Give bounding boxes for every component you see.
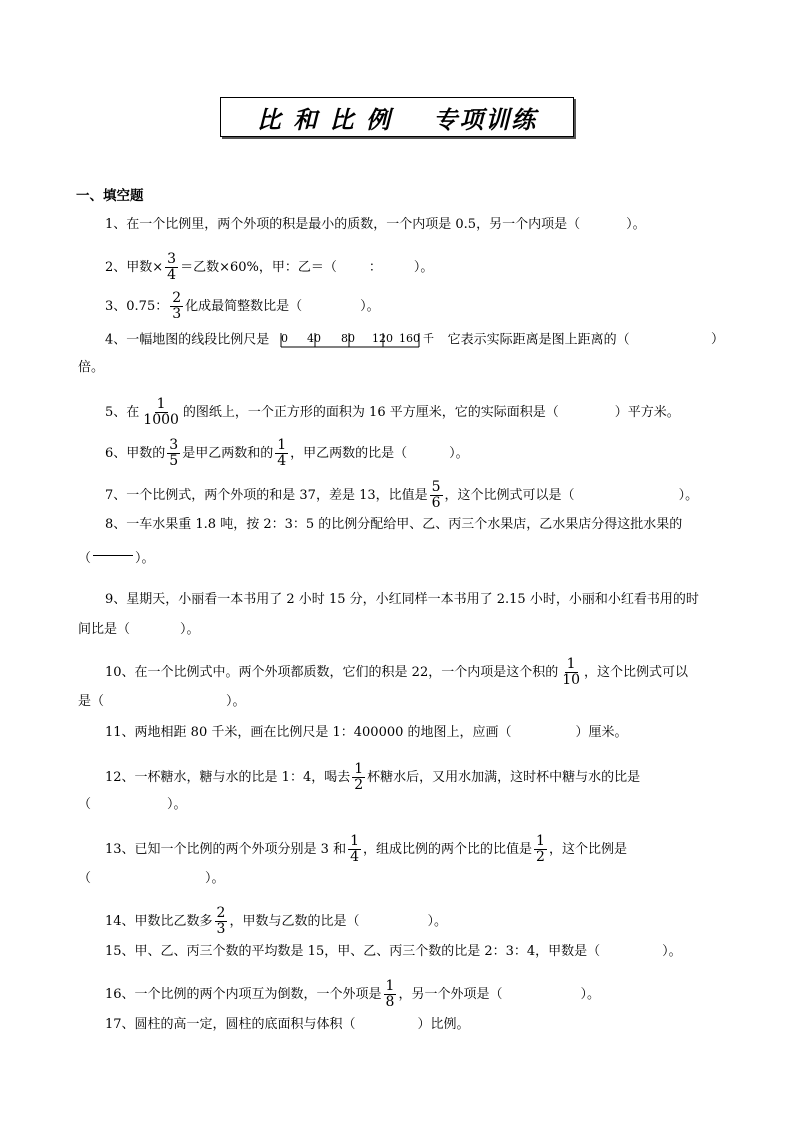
scale-label-4: 160 bbox=[399, 332, 421, 345]
question-12-cont bbox=[78, 797, 722, 813]
q7-fraction: $\frac{5}{6}$ bbox=[431, 479, 441, 511]
q13-text-c: ，这个比例是 bbox=[548, 841, 627, 857]
q6-text-b: 是甲乙两数和的 bbox=[182, 445, 274, 461]
question-6 bbox=[105, 438, 722, 469]
q15-text: 15、甲、乙、丙三个数的平均数是 15，甲、乙、丙三个数的比是 2：3：4，甲数是（ bbox=[105, 944, 601, 959]
q9-text: 9、星期天，小丽看一本书用了 2 小时 15 分，小红同样一本书用了 2.15 小时，小丽和小红看书用的时 bbox=[105, 592, 699, 607]
question-15 bbox=[105, 944, 722, 960]
q8-close: ）。 bbox=[135, 551, 155, 566]
q10-close: ）。 bbox=[226, 694, 246, 709]
q4-seg-2 bbox=[697, 332, 724, 348]
question-2 bbox=[105, 252, 722, 283]
q10-text-b: ，这个比例式可以 bbox=[584, 664, 689, 680]
question-13-cont bbox=[78, 871, 722, 887]
scale-label-0: 0 bbox=[281, 332, 289, 345]
question-8-cont bbox=[78, 551, 722, 567]
section-heading: 一、填空题 bbox=[76, 188, 144, 204]
q14-fraction: $\frac{2}{3}$ bbox=[216, 905, 226, 937]
q10-fraction: $\frac{1}{10}$ bbox=[562, 656, 581, 688]
q4-seg-1 bbox=[105, 330, 630, 350]
page-title: 比 和 比 例 专项训练 bbox=[256, 104, 538, 134]
question-4-cont bbox=[78, 360, 722, 376]
q16-text-b: ，另一个外项是（ bbox=[398, 986, 503, 1002]
q3-text-a: 3、0.75： bbox=[105, 298, 169, 314]
q12-close: ）。 bbox=[167, 797, 187, 812]
q13-text-a: 13、已知一个比例的两个外项分别是 3 和 bbox=[105, 841, 347, 857]
question-9 bbox=[105, 592, 722, 608]
q16-text-a: 16、一个比例的两个内项互为倒数，一个外项是 bbox=[105, 986, 382, 1002]
q2-text-b: ＝乙数×60%，甲：乙＝（ bbox=[180, 259, 337, 275]
q2-text-a: 2、甲数× bbox=[105, 259, 164, 275]
q13-fraction-2: $\frac{1}{2}$ bbox=[536, 833, 545, 865]
q10-text-a: 10、在一个比例式中。两个外项都质数，它们的积是 22，一个内项是这个积的 bbox=[105, 664, 559, 680]
q12-open: （ bbox=[78, 797, 92, 812]
q13-text-b: ，组成比例的两个比的比值是 bbox=[363, 841, 533, 857]
q16-fraction: $\frac{1}{8}$ bbox=[385, 978, 395, 1010]
q5-text-a: 5、在 bbox=[105, 404, 140, 420]
question-4 bbox=[105, 330, 724, 350]
q9-close: ）。 bbox=[180, 622, 200, 637]
question-10-cont bbox=[78, 694, 722, 710]
q3-text-b: 化成最简整数比是（ bbox=[185, 298, 303, 314]
q6-text-a: 6、甲数的 bbox=[105, 445, 166, 461]
q13-fraction-1: $\frac{1}{4}$ bbox=[350, 833, 359, 865]
line-scale bbox=[279, 330, 437, 350]
q8-text: 8、一车水果重 1.8 吨，按 2：3：5 的比例分配给甲、乙、丙三个水果店，乙水果店分得这批水果的 bbox=[105, 517, 683, 532]
q10-cont: 是（ bbox=[78, 694, 105, 709]
q17-text: 17、圆柱的高一定，圆柱的底面积与体积（ bbox=[105, 1017, 356, 1032]
q6-fraction-2: $\frac{1}{4}$ bbox=[277, 437, 287, 469]
question-12 bbox=[105, 762, 722, 793]
q13-close: ）。 bbox=[205, 871, 225, 886]
q6-text-c: ，甲乙两数的比是（ bbox=[290, 445, 408, 461]
q14-text-b: ，甲数与乙数的比是（ bbox=[229, 913, 360, 929]
question-10 bbox=[105, 657, 722, 688]
q5-close: ）平方米。 bbox=[614, 404, 680, 420]
q8-blank[interactable] bbox=[93, 555, 133, 556]
q1-close: ）。 bbox=[626, 217, 646, 232]
q4-close: ） bbox=[710, 332, 724, 347]
question-16 bbox=[105, 979, 722, 1010]
q17-close: ）比例。 bbox=[417, 1017, 470, 1032]
q4-text-b: 它表示实际距离是图上距离的（ bbox=[447, 332, 630, 348]
q11-text: 11、两地相距 80 千米，画在比例尺是 1：400000 的地图上，应画（ bbox=[105, 725, 512, 740]
q11-close: ）厘米。 bbox=[575, 725, 628, 740]
scale-label-1: 40 bbox=[307, 332, 322, 345]
q7-close: ）。 bbox=[678, 487, 699, 503]
q12-text-a: 12、一杯糖水，糖与水的比是 1：4，喝去 bbox=[105, 769, 351, 785]
q9-cont: 间比是（ bbox=[78, 622, 131, 637]
question-8 bbox=[105, 517, 722, 533]
question-9-cont bbox=[78, 622, 722, 638]
q5-text-b: 的图纸上，一个正方形的面积为 16 平方厘米，它的实际面积是（ bbox=[182, 404, 559, 420]
q6-close: ）。 bbox=[449, 445, 469, 461]
q1-text: 1、在一个比例里，两个外项的积是最小的质数，一个内项是 0.5，另一个内项是（ bbox=[105, 217, 581, 232]
q3-close: ）。 bbox=[360, 298, 380, 314]
q2-close: ）。 bbox=[413, 259, 434, 275]
question-13 bbox=[105, 834, 722, 865]
q16-close: ）。 bbox=[580, 986, 600, 1002]
line-scale-svg bbox=[279, 330, 437, 350]
scale-label-3: 120 bbox=[372, 332, 394, 345]
q2-colon: ： bbox=[368, 259, 382, 275]
question-14 bbox=[105, 906, 722, 937]
q4-text-a: 4、一幅地图的线段比例尺是 bbox=[105, 332, 270, 348]
q7-text-b: ，这个比例式可以是（ bbox=[444, 487, 575, 503]
question-5 bbox=[105, 397, 722, 428]
q14-close: ）。 bbox=[427, 913, 447, 929]
q13-open: （ bbox=[78, 871, 92, 886]
question-11 bbox=[105, 725, 722, 741]
q15-close: ）。 bbox=[662, 944, 682, 959]
q2-fraction: $\frac{3}{4}$ bbox=[167, 251, 177, 283]
question-7 bbox=[105, 480, 722, 511]
q5-fraction: $\frac{1}{1000}$ bbox=[143, 396, 179, 428]
scale-label-2: 80 bbox=[341, 332, 356, 345]
question-1 bbox=[105, 217, 722, 233]
q4-cont: 倍。 bbox=[78, 360, 105, 375]
q7-text-a: 7、一个比例式，两个外项的和是 37，差是 13，比值是 bbox=[105, 487, 428, 503]
question-17 bbox=[105, 1017, 722, 1033]
q14-text-a: 14、甲数比乙数多 bbox=[105, 913, 213, 929]
question-3 bbox=[105, 291, 722, 322]
q12-fraction: $\frac{1}{2}$ bbox=[354, 761, 364, 793]
q8-open: （ bbox=[78, 551, 92, 566]
title-box bbox=[220, 97, 574, 137]
q3-fraction: $\frac{2}{3}$ bbox=[172, 290, 182, 322]
q6-fraction-1: $\frac{3}{5}$ bbox=[169, 437, 179, 469]
scale-unit: 千 bbox=[423, 332, 435, 345]
q12-text-b: 杯糖水后，又用水加满，这时杯中糖与水的比是 bbox=[367, 769, 641, 785]
